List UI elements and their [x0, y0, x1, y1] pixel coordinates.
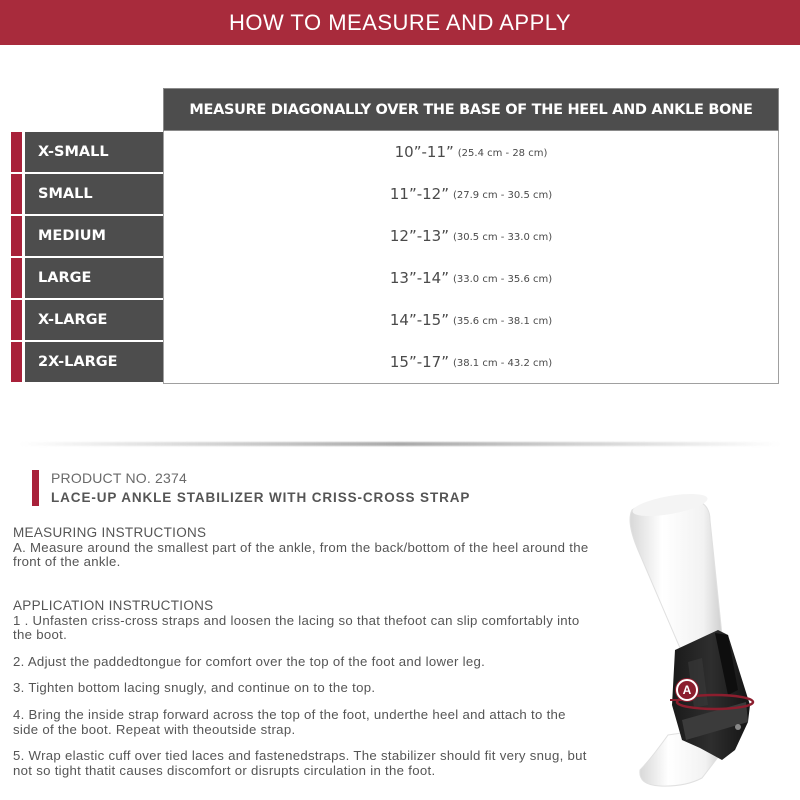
- size-chart-header-text: MEASURE DIAGONALLY OVER THE BASE OF THE HEEL AND ANKLE BONE: [189, 101, 753, 118]
- size-measurement: [163, 257, 779, 300]
- application-step-2: 2. Adjust the paddedtongue for comfort over the top of the foot and lower leg.: [13, 653, 486, 669]
- measurement-cm: (38.1 cm - 43.2 cm): [453, 357, 553, 369]
- size-measurement: [163, 341, 779, 384]
- size-measurement: [163, 215, 779, 258]
- product-accent-bar: [32, 470, 39, 506]
- size-label: [25, 258, 163, 298]
- ankle-brace-illustration: [610, 490, 800, 795]
- size-label-text: X-SMALL: [38, 144, 109, 160]
- section-divider: [20, 442, 780, 446]
- size-label: [25, 132, 163, 172]
- application-step-4: 4. Bring the inside strap forward across the top of the foot, underthe heel and attach to the side of the boot. Repeat with theoutside strap.: [13, 706, 566, 737]
- application-step-3: 3. Tighten bottom lacing snugly, and continue on to the top.: [13, 680, 376, 696]
- size-row-2xlarge: [0, 341, 800, 383]
- mannequin-leg-image: [610, 490, 800, 795]
- page-title: HOW TO MEASURE AND APPLY: [228, 9, 572, 35]
- size-label-text: LARGE: [38, 270, 92, 286]
- row-accent-bar: [11, 342, 22, 382]
- measurement-cm: (27.9 cm - 30.5 cm): [453, 189, 553, 201]
- measurement-inches: 10”-11”: [394, 143, 454, 161]
- size-label-text: SMALL: [38, 186, 93, 202]
- row-accent-bar: [11, 258, 22, 298]
- row-accent-bar: [11, 132, 22, 172]
- size-row-large: [0, 257, 800, 299]
- marker-label: A: [682, 683, 692, 697]
- size-label: [25, 300, 163, 340]
- measurement-cm: (35.6 cm - 38.1 cm): [453, 315, 553, 327]
- size-measurement: [163, 131, 779, 174]
- measurement-cm: (30.5 cm - 33.0 cm): [453, 231, 553, 243]
- size-label-text: MEDIUM: [38, 228, 106, 244]
- row-accent-bar: [11, 216, 22, 256]
- size-label: [25, 216, 163, 256]
- size-label-text: 2X-LARGE: [38, 354, 118, 370]
- size-label: [25, 342, 163, 382]
- measurement-inches: 12”-13”: [389, 227, 449, 245]
- measurement-inches: 11”-12”: [389, 185, 449, 203]
- measurement-inches: 13”-14”: [389, 269, 449, 287]
- size-label-text: X-LARGE: [38, 312, 108, 328]
- size-row-xlarge: [0, 299, 800, 341]
- measuring-text: A. Measure around the smallest part of the ankle, from the back/bottom of the heel around the front of the ankle.: [13, 539, 589, 570]
- size-chart-header: [163, 88, 779, 131]
- application-step-5: 5. Wrap elastic cuff over tied laces and fastenedstraps. The stabilizer should fit very snug, but not so tight thatit causes discomfort or disrupts circulation in the foot.: [13, 748, 587, 778]
- measurement-cm: (25.4 cm - 28 cm): [457, 147, 548, 159]
- product-name: LACE-UP ANKLE STABILIZER WITH CRISS-CROSS STRAP: [51, 490, 471, 505]
- title-banner: [0, 0, 800, 45]
- measurement-inches: 15”-17”: [389, 353, 449, 371]
- application-heading: APPLICATION INSTRUCTIONS: [13, 597, 214, 613]
- measurement-inches: 14”-15”: [389, 311, 449, 329]
- size-measurement: [163, 173, 779, 216]
- measuring-heading: MEASURING INSTRUCTIONS: [13, 525, 207, 540]
- instructions: [13, 526, 593, 778]
- measurement-marker-a: [676, 679, 698, 701]
- product-number: PRODUCT NO. 2374: [51, 470, 187, 486]
- size-label: [25, 174, 163, 214]
- size-row-xsmall: [0, 131, 800, 173]
- row-accent-bar: [11, 300, 22, 340]
- size-measurement: [163, 299, 779, 342]
- size-row-small: [0, 173, 800, 215]
- application-step-1: 1 . Unfasten criss-cross straps and loosen the lacing so that thefoot can slip comfortably into the boot.: [13, 612, 580, 643]
- size-row-medium: [0, 215, 800, 257]
- measurement-cm: (33.0 cm - 35.6 cm): [453, 273, 553, 285]
- row-accent-bar: [11, 174, 22, 214]
